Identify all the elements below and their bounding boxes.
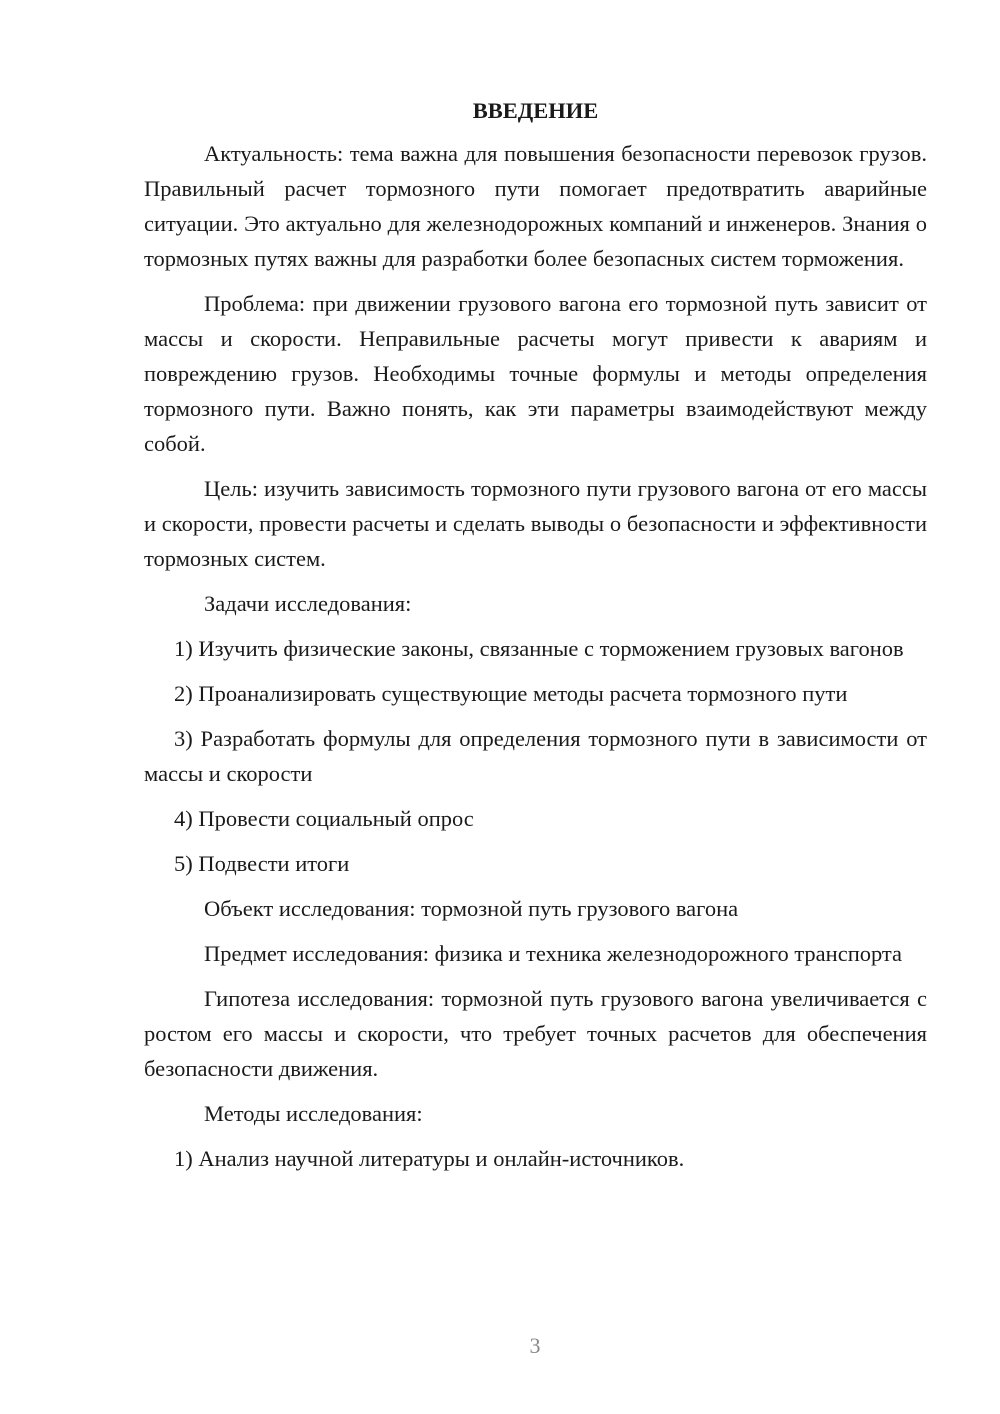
method-item: 1) Анализ научной литературы и онлайн-источников. bbox=[174, 1146, 685, 1171]
paragraph-relevance: Актуальность: тема важна для повышения безопасности перевозок грузов. Правильный расчет тормозного пути помогает предотвратить аварийные ситуации. Это актуально для железнодорожных компаний и инженеров. Знания о тормозных путях важны для разработки более безопасных систем торможения. bbox=[144, 141, 927, 271]
page-content bbox=[144, 96, 927, 1186]
paragraph-subject: Предмет исследования: физика и техника железнодорожного транспорта bbox=[204, 941, 903, 966]
task-item: 2) Проанализировать существующие методы расчета тормозного пути bbox=[174, 681, 848, 706]
paragraph-problem: Проблема: при движении грузового вагона его тормозной путь зависит от массы и скорости. Неправильные расчеты могут привести к авариям и повреждению грузов. Необходимы точные формулы и методы определения тормозного пути. Важно понять, как эти параметры взаимодействуют между собой. bbox=[144, 291, 927, 456]
methods-heading: Методы исследования: bbox=[204, 1101, 423, 1126]
task-item: 4) Провести социальный опрос bbox=[174, 806, 474, 831]
paragraph-goal: Цель: изучить зависимость тормозного пути грузового вагона от его массы и скорости, провести расчеты и сделать выводы о безопасности и эффективности тормозных систем. bbox=[144, 476, 927, 571]
task-item: 5) Подвести итоги bbox=[174, 851, 350, 876]
paragraph-object: Объект исследования: тормозной путь грузового вагона bbox=[204, 896, 739, 921]
section-title: ВВЕДЕНИЕ bbox=[472, 98, 599, 123]
paragraph-hypothesis: Гипотеза исследования: тормозной путь грузового вагона увеличивается с ростом его массы и скорости, что требует точных расчетов для обеспечения безопасности движения. bbox=[144, 986, 927, 1081]
tasks-heading: Задачи исследования: bbox=[204, 591, 412, 616]
task-item: 3) Разработать формулы для определения тормозного пути в зависимости от массы и скорости bbox=[144, 726, 927, 786]
task-item: 1) Изучить физические законы, связанные с торможением грузовых вагонов bbox=[174, 636, 904, 661]
page-number: 3 bbox=[529, 1333, 541, 1358]
